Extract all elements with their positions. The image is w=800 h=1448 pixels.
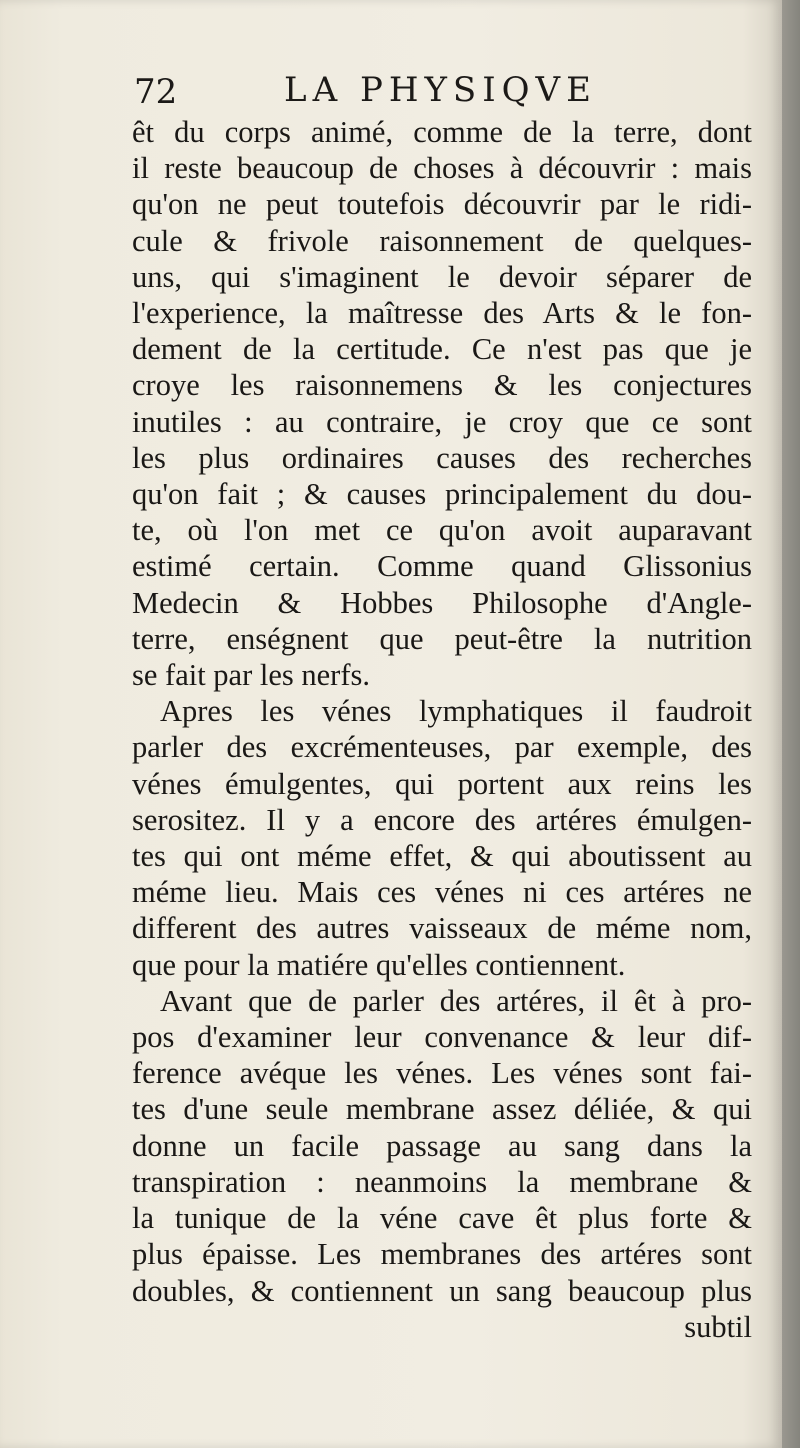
text-line: qu'on fait ; & causes principalement du dou- — [132, 477, 752, 512]
text-line: doubles, & contiennent un sang beaucoup plus — [132, 1273, 752, 1308]
running-head: LA PHYSIQVE — [284, 70, 597, 110]
text-line: estimé certain. Comme quand Glissonius — [132, 549, 752, 584]
body-text — [132, 114, 752, 1345]
text-line: different des autres vaisseaux de méme nom, — [132, 911, 752, 946]
text-line: pos d'examiner leur convenance & leur dif- — [132, 1020, 752, 1055]
text-line: les plus ordinaires causes des recherches — [132, 440, 752, 475]
text-line: se fait par les nerfs. — [132, 658, 370, 693]
text-line: que pour la matiére qu'elles contiennent. — [132, 947, 626, 982]
text-line: plus épaisse. Les membranes des artéres sont — [132, 1237, 752, 1272]
page-header — [134, 70, 694, 114]
text-line: qu'on ne peut toutefois découvrir par le ridi- — [132, 187, 752, 222]
text-line: êt du corps animé, comme de la terre, dont — [132, 115, 752, 149]
text-line: te, où l'on met ce qu'on avoit auparavant — [132, 513, 752, 548]
text-line: parler des excrémenteuses, par exemple, des — [132, 730, 752, 765]
catchword: subtil — [684, 1309, 752, 1344]
text-line: tes qui ont méme effet, & qui aboutissent au — [132, 839, 752, 874]
text-line: inutiles : au contraire, je croy que ce sont — [132, 404, 752, 439]
text-line: Medecin & Hobbes Philosophe d'Angle- — [132, 585, 752, 620]
text-line: cule & frivole raisonnement de quelques- — [132, 223, 752, 258]
text-line: terre, enségnent que peut-être la nutrition — [132, 621, 752, 656]
text-line: uns, qui s'imaginent le devoir séparer de — [132, 259, 752, 294]
text-line: transpiration : neanmoins la membrane & — [132, 1164, 752, 1199]
text-line: Apres les vénes lymphatiques il faudroit — [160, 694, 752, 729]
text-line: méme lieu. Mais ces vénes ni ces artéres ne — [132, 875, 752, 910]
text-line: serositez. Il y a encore des artéres émulgen- — [132, 802, 752, 837]
text-line: vénes émulgentes, qui portent aux reins les — [132, 766, 752, 801]
text-line: Avant que de parler des artéres, il êt à pro- — [160, 983, 752, 1018]
text-line: donne un facile passage au sang dans la — [132, 1128, 752, 1163]
text-line: il reste beaucoup de choses à découvrir : mais — [132, 151, 752, 186]
text-line: tes d'une seule membrane assez déliée, & qui — [132, 1092, 752, 1127]
text-line: croye les raisonnemens & les conjectures — [132, 368, 752, 403]
page-edge-shadow — [782, 0, 800, 1448]
text-line: la tunique de la véne cave êt plus forte & — [132, 1201, 752, 1236]
page-number: 72 — [134, 72, 178, 112]
text-line: ference avéque les vénes. Les vénes sont fai- — [132, 1056, 752, 1091]
text-line: l'experience, la maîtresse des Arts & le fon- — [132, 296, 752, 331]
text-line: dement de la certitude. Ce n'est pas que je — [132, 332, 752, 367]
